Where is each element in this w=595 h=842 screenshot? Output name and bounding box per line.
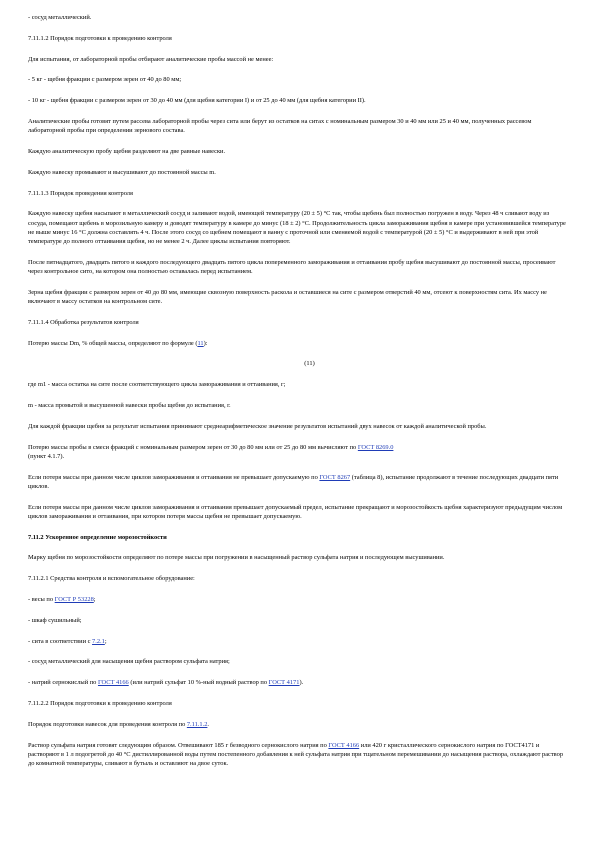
text: (пункт 4.1.7). (28, 452, 65, 460)
list-item: - 5 кг - щебня фракции с размером зерен от 40 до 80 мм; (28, 76, 182, 84)
paragraph: Марку щебня по морозостойкости определяют по потере массы при погружении в насыщенный раствор сульфата натрия и последующем высушивании. (28, 554, 445, 562)
text: ): (203, 339, 208, 347)
paragraph: После пятнадцатого, двадцать пятого и каждого последующего двадцать пятого цикла попеременного замораживания и оттаивания пробу щебня высушивают до постоянной массы, просеивают через контрольное сито, на котором она полностью оставалась перед испытанием. (28, 258, 556, 275)
list-item: - сосуд металлический для насыщения щебня раствором сульфата натрия; (28, 658, 230, 666)
text: ). (299, 679, 304, 687)
gost-link[interactable]: ГОСТ 8269.0 (357, 443, 394, 451)
paragraph: Аналитические пробы готовят путем рассева лабораторной пробы через сита или берут из остатков на ситах с номинальным размером 30 и 40 мм или 25 и 40 мм, полученных рассевом лабораторной пробы при определении зернового состава. (28, 117, 532, 135)
paragraph: Каждую аналитическую пробу щебня разделяют на две равные навески. (28, 147, 226, 155)
paragraph (28, 720, 567, 729)
list-item: - 10 кг - щебня фракции с размером зерен от 30 до 40 мм (для щебня категории I) и от 25 до 40 мм (для щебня категории II). (28, 97, 366, 105)
text: - натрий сернокислый по (28, 679, 98, 687)
paragraph (28, 443, 567, 461)
text: ; (93, 595, 96, 603)
formula-link[interactable]: 11 (197, 339, 204, 347)
text: ; (104, 637, 107, 645)
text: или 420 г кристаллического сернокислого натрия по ГОСТ4171 и растворяют в 1 л подогретой до 40 °С дистиллированной воды путем постепенного добавления к ней сульфата натрия при тщательном перемешивании до насыщения раствора, охлаждают раствор до комнатной температуры, сливают в бутыль и оставляют на двое суток. (28, 741, 564, 767)
gost-link[interactable]: ГОСТ 4171 (268, 679, 300, 687)
text: Потерю массы Dm, % общей массы, определяют по формуле ( (28, 339, 198, 347)
section-heading: 7.11.2.2 Порядок подготовки к проведению контроля (28, 699, 172, 707)
paragraph: Для испытания, от лабораторной пробы отбирают аналитические пробы массой не менее: (28, 55, 274, 63)
text: Раствор сульфата натрия готовят следующим образом. Отвешивают 185 г безводного сернокислого натрия по (28, 741, 329, 749)
list-item: - сосуд металлический. (28, 14, 92, 21)
paragraph: Каждую навеску промывают и высушивают до постоянной массы m. (28, 168, 216, 176)
paragraph: Для каждой фракции щебня за результат испытания принимают среднеарифметическое значение результатов испытаний двух навесок от каждой аналитической пробы. (28, 422, 487, 430)
text: - сита в соответствии с (28, 637, 93, 645)
gost-link[interactable]: ГОСТ 4166 (97, 679, 129, 687)
gost-link[interactable]: ГОСТ 8267 (319, 473, 351, 481)
section-heading: 7.11.2.1 Средства контроля и вспомогательное оборудование: (28, 575, 195, 583)
gost-link[interactable]: ГОСТ Р 53228 (54, 595, 94, 603)
list-item (28, 637, 567, 646)
text: Порядок подготовки навесок для проведения контроля по (28, 720, 187, 728)
paragraph (28, 339, 567, 348)
text: Потерю массы пробы в смеси фракций с номинальным размером зерен от 30 до 80 мм или от 25 до 80 мм вычисляют по (28, 443, 358, 451)
paragraph: где m1 - масса остатка на сите после соответствующего цикла замораживания и оттаивания, г; (28, 381, 286, 389)
paragraph: Каждую навеску щебня насыпают в металлический сосуд и заливают водой, имеющей температуру (20 ± 5) °С так, чтобы щебень был полностью погружен в воду. Через 48 ч сливают воду из сосуда, помещают щебень в морозильную камеру и доводят температуру в камере до минус (18 ± 2) °С. Продолжительность цикла замораживания щебня в камере при установившейся температуре не выше минус 16 °С должна составлять 4 ч. После этого сосуд со щебнем помещают в ванну с проточной или сменяемой водой с температурой (20 ± 5) °С и выдерживают в ней при этой температуре до полного оттаивания щебня, но не менее 2 ч. Далее циклы испытания повторяют. (28, 210, 566, 245)
formula-number: (11) (304, 360, 315, 368)
text: Если потеря массы при данном числе циклов замораживания и оттаивания не превышает допускаемую по (28, 473, 320, 481)
section-heading: 7.11.1.4 Обработка результатов контроля (28, 318, 139, 326)
text: (таблица 8), испытание продолжают в течение последующих двадцати пяти циклов. (28, 473, 559, 490)
paragraph: Зерна щебня фракции с размером зерен от 40 до 80 мм, имеющие сквозную поверхность раскола и оставшиеся на сите с размером отверстий 40 мм, отсеют к поверхностям сита. Их массу не включают в массу остатков на контрольном сите. (28, 288, 547, 305)
paragraph (28, 741, 567, 769)
section-heading: 7.11.1.3 Порядок проведения контроля (28, 189, 133, 197)
gost-link[interactable]: ГОСТ 4166 (328, 741, 360, 749)
paragraph (28, 473, 567, 491)
section-heading: 7.11.1.2 Порядок подготовки к проведению контроля (28, 34, 172, 42)
list-item: - шкаф сушильный; (28, 616, 82, 624)
text: (или натрий сульфат 10 %-ный водный раствор по (128, 679, 269, 687)
list-item (28, 678, 567, 687)
section-link[interactable]: 7.2.1 (92, 637, 105, 645)
section-heading: 7.11.2 Ускоренное определение морозостойкости (28, 533, 167, 541)
section-link[interactable]: 7.11.1.2 (186, 720, 208, 728)
paragraph: m - масса промытой и высушенной навески пробы щебня до испытания, г. (28, 401, 231, 409)
text: . (207, 720, 210, 728)
text: - весы по (28, 595, 55, 603)
paragraph: Если потеря массы при данном числе циклов замораживания и оттаивания превышает допускаемый предел, испытание прекращают и морозостойкость щебня характеризуют предыдущим числом циклов замораживания и оттаивания, при котором потеря массы щебня не превышает допускаемую. (28, 503, 563, 520)
list-item (28, 595, 567, 604)
